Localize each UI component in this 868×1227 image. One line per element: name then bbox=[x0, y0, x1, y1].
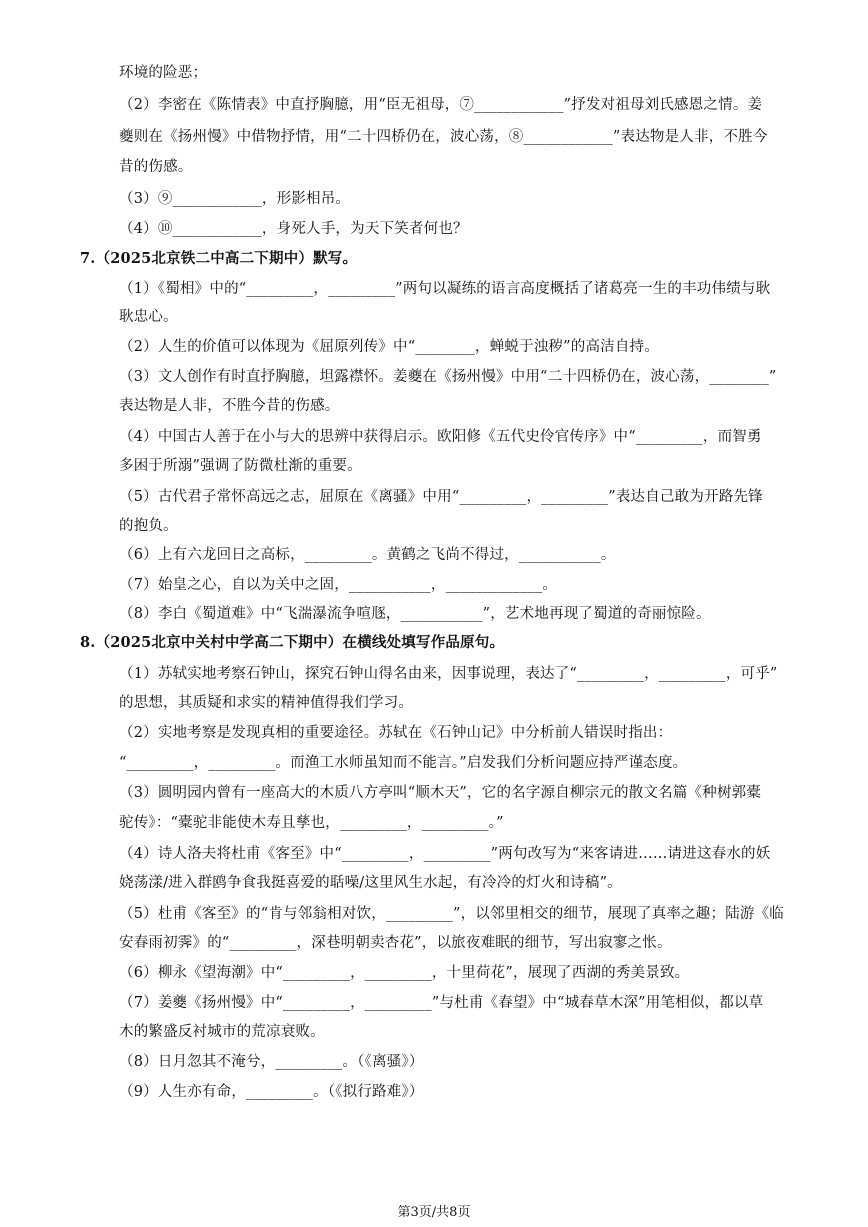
text-line: 娆荡漾/进入群鸥争食我挺喜爱的聒噪/这里风生水起，有冷冷的灯火和诗稿”。 bbox=[119, 875, 622, 891]
text-line: （4）诗人洛夫将杜甫《客至》中“_________，_________”两句改写为“来客请进……请进这春水的妖 bbox=[119, 846, 771, 862]
text-line: 驼传》：“橐驼非能使木寿且孳也，_________，_________。” bbox=[119, 815, 504, 831]
text-line: （7）始皇之心，自以为关中之固，___________，_____________。 bbox=[119, 577, 558, 593]
text-line: “_________，_________。而渔工水师虽知而不能言。”启发我们分析问题应持严谨态度。 bbox=[119, 755, 688, 771]
text-line: 安春雨初霁》的“_________，深巷明朝卖杏花”，以旅夜难眠的细节，写出寂寥之怅。 bbox=[119, 935, 672, 951]
text-line: （4）中国古人善于在小与大的思辨中获得启示。欧阳修《五代史伶官传序》中“_________，而智勇 bbox=[119, 429, 762, 445]
text-line: （5）古代君子常怀高远之志，屈原在《离骚》中用“_________，_________”表达自己敢为开路先锋 bbox=[119, 489, 763, 505]
text-line: （3）圆明园内曾有一座高大的木质八方亭叫“顺木天”，它的名字源自柳宗元的散文名篇《种树郭橐 bbox=[119, 785, 762, 801]
text-line: （9）人生亦有命，_________。（《拟行路难》） bbox=[119, 1084, 424, 1100]
text-line: 多困于所溺”强调了防微杜渐的重要。 bbox=[119, 458, 362, 474]
text-line: （8）李白《蜀道难》中“飞湍瀑流争喧豗，___________”，艺术地再现了蜀道的奇丽惊险。 bbox=[119, 606, 711, 622]
text-line: （6）柳永《望海潮》中“_________，_________，十里荷花”，展现了西湖的秀美景致。 bbox=[119, 965, 690, 981]
question-heading: 8.（2025北京中关村中学高二下期中）在横线处填写作品原句。 bbox=[80, 634, 505, 651]
text-line: 昔的伤感。 bbox=[119, 159, 193, 175]
text-line: （4）⑩____________，身死人手，为天下笑者何也？ bbox=[119, 221, 468, 237]
text-line: （2）实地考察是发现真相的重要途径。苏轼在《石钟山记》中分析前人错误时指出： bbox=[119, 725, 673, 741]
text-line: （3）⑨____________，形影相吊。 bbox=[119, 191, 351, 207]
page-number: 第3页/共8页 bbox=[397, 1205, 471, 1220]
text-line: 夔则在《扬州慢》中借物抒情，用“二十四桥仍在，波心荡，⑧____________”表达物是人非，不胜今 bbox=[119, 129, 768, 145]
text-line: （1）苏轼实地考察石钟山，探究石钟山得名由来，因事说理，表达了“_________，_________，可乎” bbox=[119, 666, 778, 682]
text-line: （7）姜夔《扬州慢》中“_________，_________”与杜甫《春望》中“城春草木深”用笔相似，都以草 bbox=[119, 995, 764, 1011]
text-line: 表达物是人非，不胜今昔的伤感。 bbox=[119, 398, 340, 414]
text-line: （2）李密在《陈情表》中直抒胸臆，用“臣无祖母，⑦____________”抒发对祖母刘氏感恩之情。姜 bbox=[119, 97, 763, 113]
text-line: 环境的险恶； bbox=[119, 65, 208, 81]
text-line: （1）《蜀相》中的“_________，_________”两句以凝练的语言高度概括了诸葛亮一生的丰功伟绩与耿 bbox=[119, 281, 771, 297]
text-line: （6）上有六龙回日之高标，_________。黄鹤之飞尚不得过，___________。 bbox=[119, 547, 616, 563]
text-line: 的思想，其质疑和求实的精神值得我们学习。 bbox=[119, 695, 413, 711]
text-line: 耿忠心。 bbox=[119, 309, 178, 325]
text-line: （3）文人创作有时直抒胸臆，坦露襟怀。姜夔在《扬州慢》中用“二十四桥仍在，波心荡，________” bbox=[119, 369, 777, 385]
text-line: 的抱负。 bbox=[119, 518, 178, 534]
text-line: （5）杜甫《客至》的“肯与邻翁相对饮，_________”，以邻里相交的细节，展现了真率之趣；陆游《临 bbox=[119, 906, 784, 922]
question-heading: 7.（2025北京铁二中高二下期中）默写。 bbox=[80, 250, 358, 267]
text-line: 木的繁盛反衬城市的荒凉衰败。 bbox=[119, 1024, 325, 1040]
text-line: （8）日月忽其不淹兮，_________。（《离骚》） bbox=[119, 1054, 424, 1070]
text-line: （2）人生的价值可以体现为《屈原列传》中“________，蝉蜕于浊秽”的高洁自持。 bbox=[119, 339, 659, 355]
